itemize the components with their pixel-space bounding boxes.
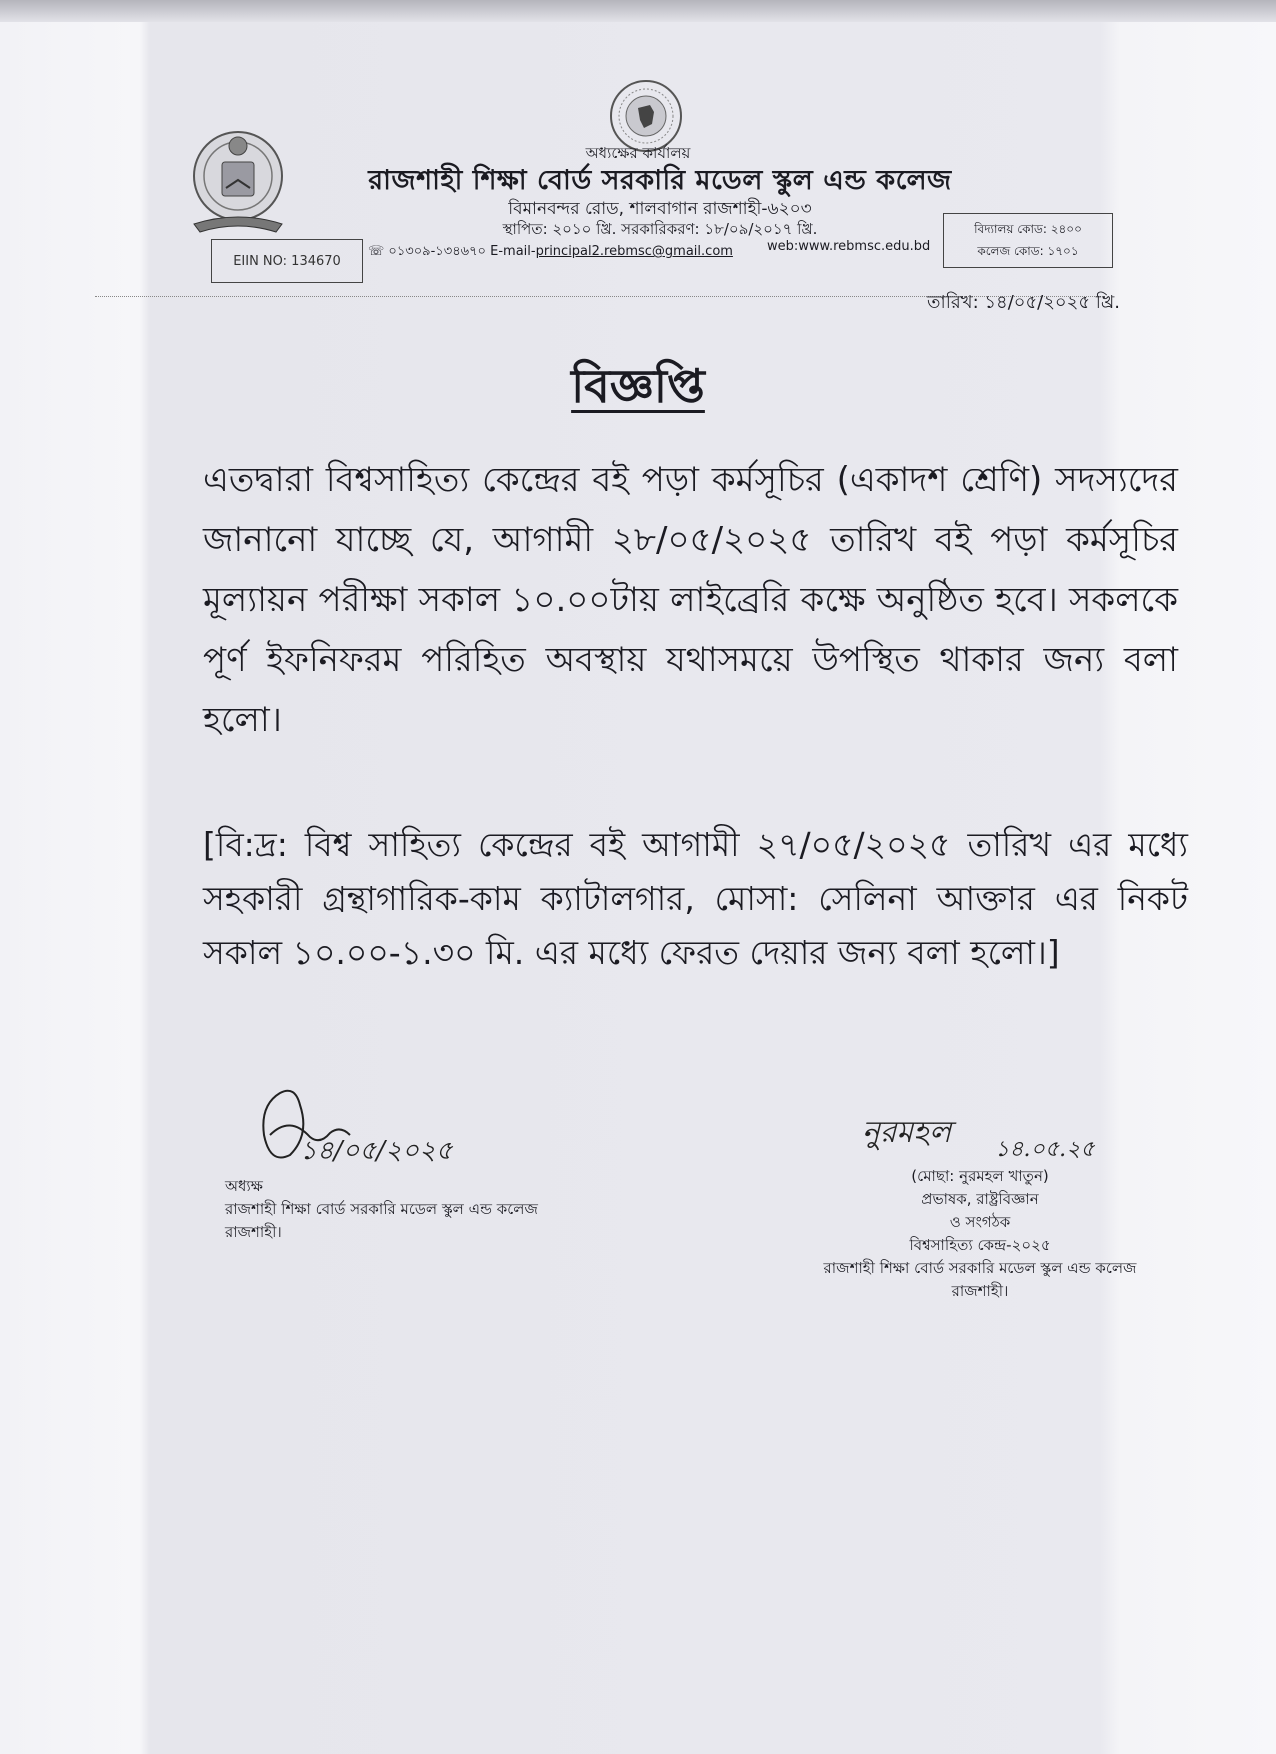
principal-handwritten-date: ১৪/০৫/২০২৫ (300, 1136, 453, 1166)
organizer-handwritten-date: ১৪.০৫.২৫ (995, 1137, 1095, 1162)
organizer-role: ও সংগঠক (949, 1213, 1011, 1231)
notice-date: তারিখ: ১৪/০৫/২০২৫ খ্রি. (926, 292, 1120, 313)
notice-title-text: বিজ্ঞপ্তি (571, 359, 705, 413)
organizer-designation: প্রভাষক, রাষ্ট্রবিজ্ঞান (921, 1190, 1039, 1208)
organizer-handwritten-name: নুরমহল (862, 1115, 952, 1150)
scan-shadow (0, 0, 1276, 22)
notice-paragraph-1: এতদ্বারা বিশ্বসাহিত্য কেন্দ্রের বই পড়া কর্মসূচির (একাদশ শ্রেণি) সদস্যদের জানানো যাচ্ছে যে, আগামী ২৮/০৫/২০২৫ তারিখ বই পড়া কর্মসূচির মূল্যায়ন পরীক্ষা সকাল ১০.০০টায় লাইব্রেরি কক্ষে অনুষ্ঠিত হবে। সকলকে পূর্ণ ইফনিফরম পরিহিত অবস্থায় যথাসময়ে উপস্থিত থাকার জন্য বলা হলো। (203, 460, 1178, 740)
website-link[interactable]: web:www.rebmsc.edu.bd (767, 239, 931, 254)
organizer-institution: রাজশাহী শিক্ষা বোর্ড সরকারি মডেল স্কুল এন্ড কলেজ (823, 1259, 1137, 1277)
organizer-city: রাজশাহী। (951, 1282, 1009, 1300)
organizer-name: (মোছা: নুরমহল খাতুন) (911, 1167, 1049, 1185)
principal-institution: রাজশাহী শিক্ষা বোর্ড সরকারি মডেল স্কুল এন্ড কলেজ (225, 1200, 538, 1218)
notice-paragraph-2: [বি:দ্র: বিশ্ব সাহিত্য কেন্দ্রের বই আগামী ২৭/০৫/২০২৫ তারিখ এর মধ্যে সহকারী গ্রন্থাগারিক-কাম ক্যাটালগার, মোসা: সেলিনা আক্তার এর নিকট সকাল ১০.০০-১.৩০ মি. এর মধ্যে ফেরত দেয়ার জন্য বলা হলো।] (203, 825, 1188, 972)
notice-title (0, 352, 1276, 428)
eiin-box (211, 239, 363, 283)
office-label: অধ্যক্ষের কার্যালয় (585, 144, 691, 162)
organizer-signature-block (700, 1165, 1260, 1303)
email-label: E-mail- (490, 244, 536, 259)
school-name: রাজশাহী শিক্ষা বোর্ড সরকারি মডেল স্কুল এন্ড কলেজ (368, 165, 952, 196)
school-code: বিদ্যালয় কোড: ২৪০০ (974, 222, 1082, 236)
college-code: কলেজ কোড: ১৭০১ (977, 244, 1079, 258)
organizer-program: বিশ্বসাহিত্য কেন্দ্র-২০২৫ (909, 1236, 1051, 1254)
principal-title: অধ্যক্ষ (225, 1177, 263, 1195)
contact-line (368, 242, 733, 263)
email-link[interactable]: principal2.rebmsc@gmail.com (535, 244, 733, 259)
eiin-number: EIIN NO: 134670 (233, 253, 341, 269)
principal-city: রাজশাহী। (225, 1223, 282, 1241)
establishment-info: স্থাপিত: ২০১০ খ্রি. সরকারিকরণ: ১৮/০৯/২০১৭ খ্রি. (502, 220, 818, 238)
institution-codes-box (943, 213, 1113, 268)
phone-number: ☏ ০১৩০৯-১৩৪৬৭০ (368, 244, 486, 259)
principal-signature-block (225, 1175, 538, 1244)
school-address: বিমানবন্দর রোড, শালবাগান রাজশাহী-৬২০৩ (508, 199, 812, 219)
